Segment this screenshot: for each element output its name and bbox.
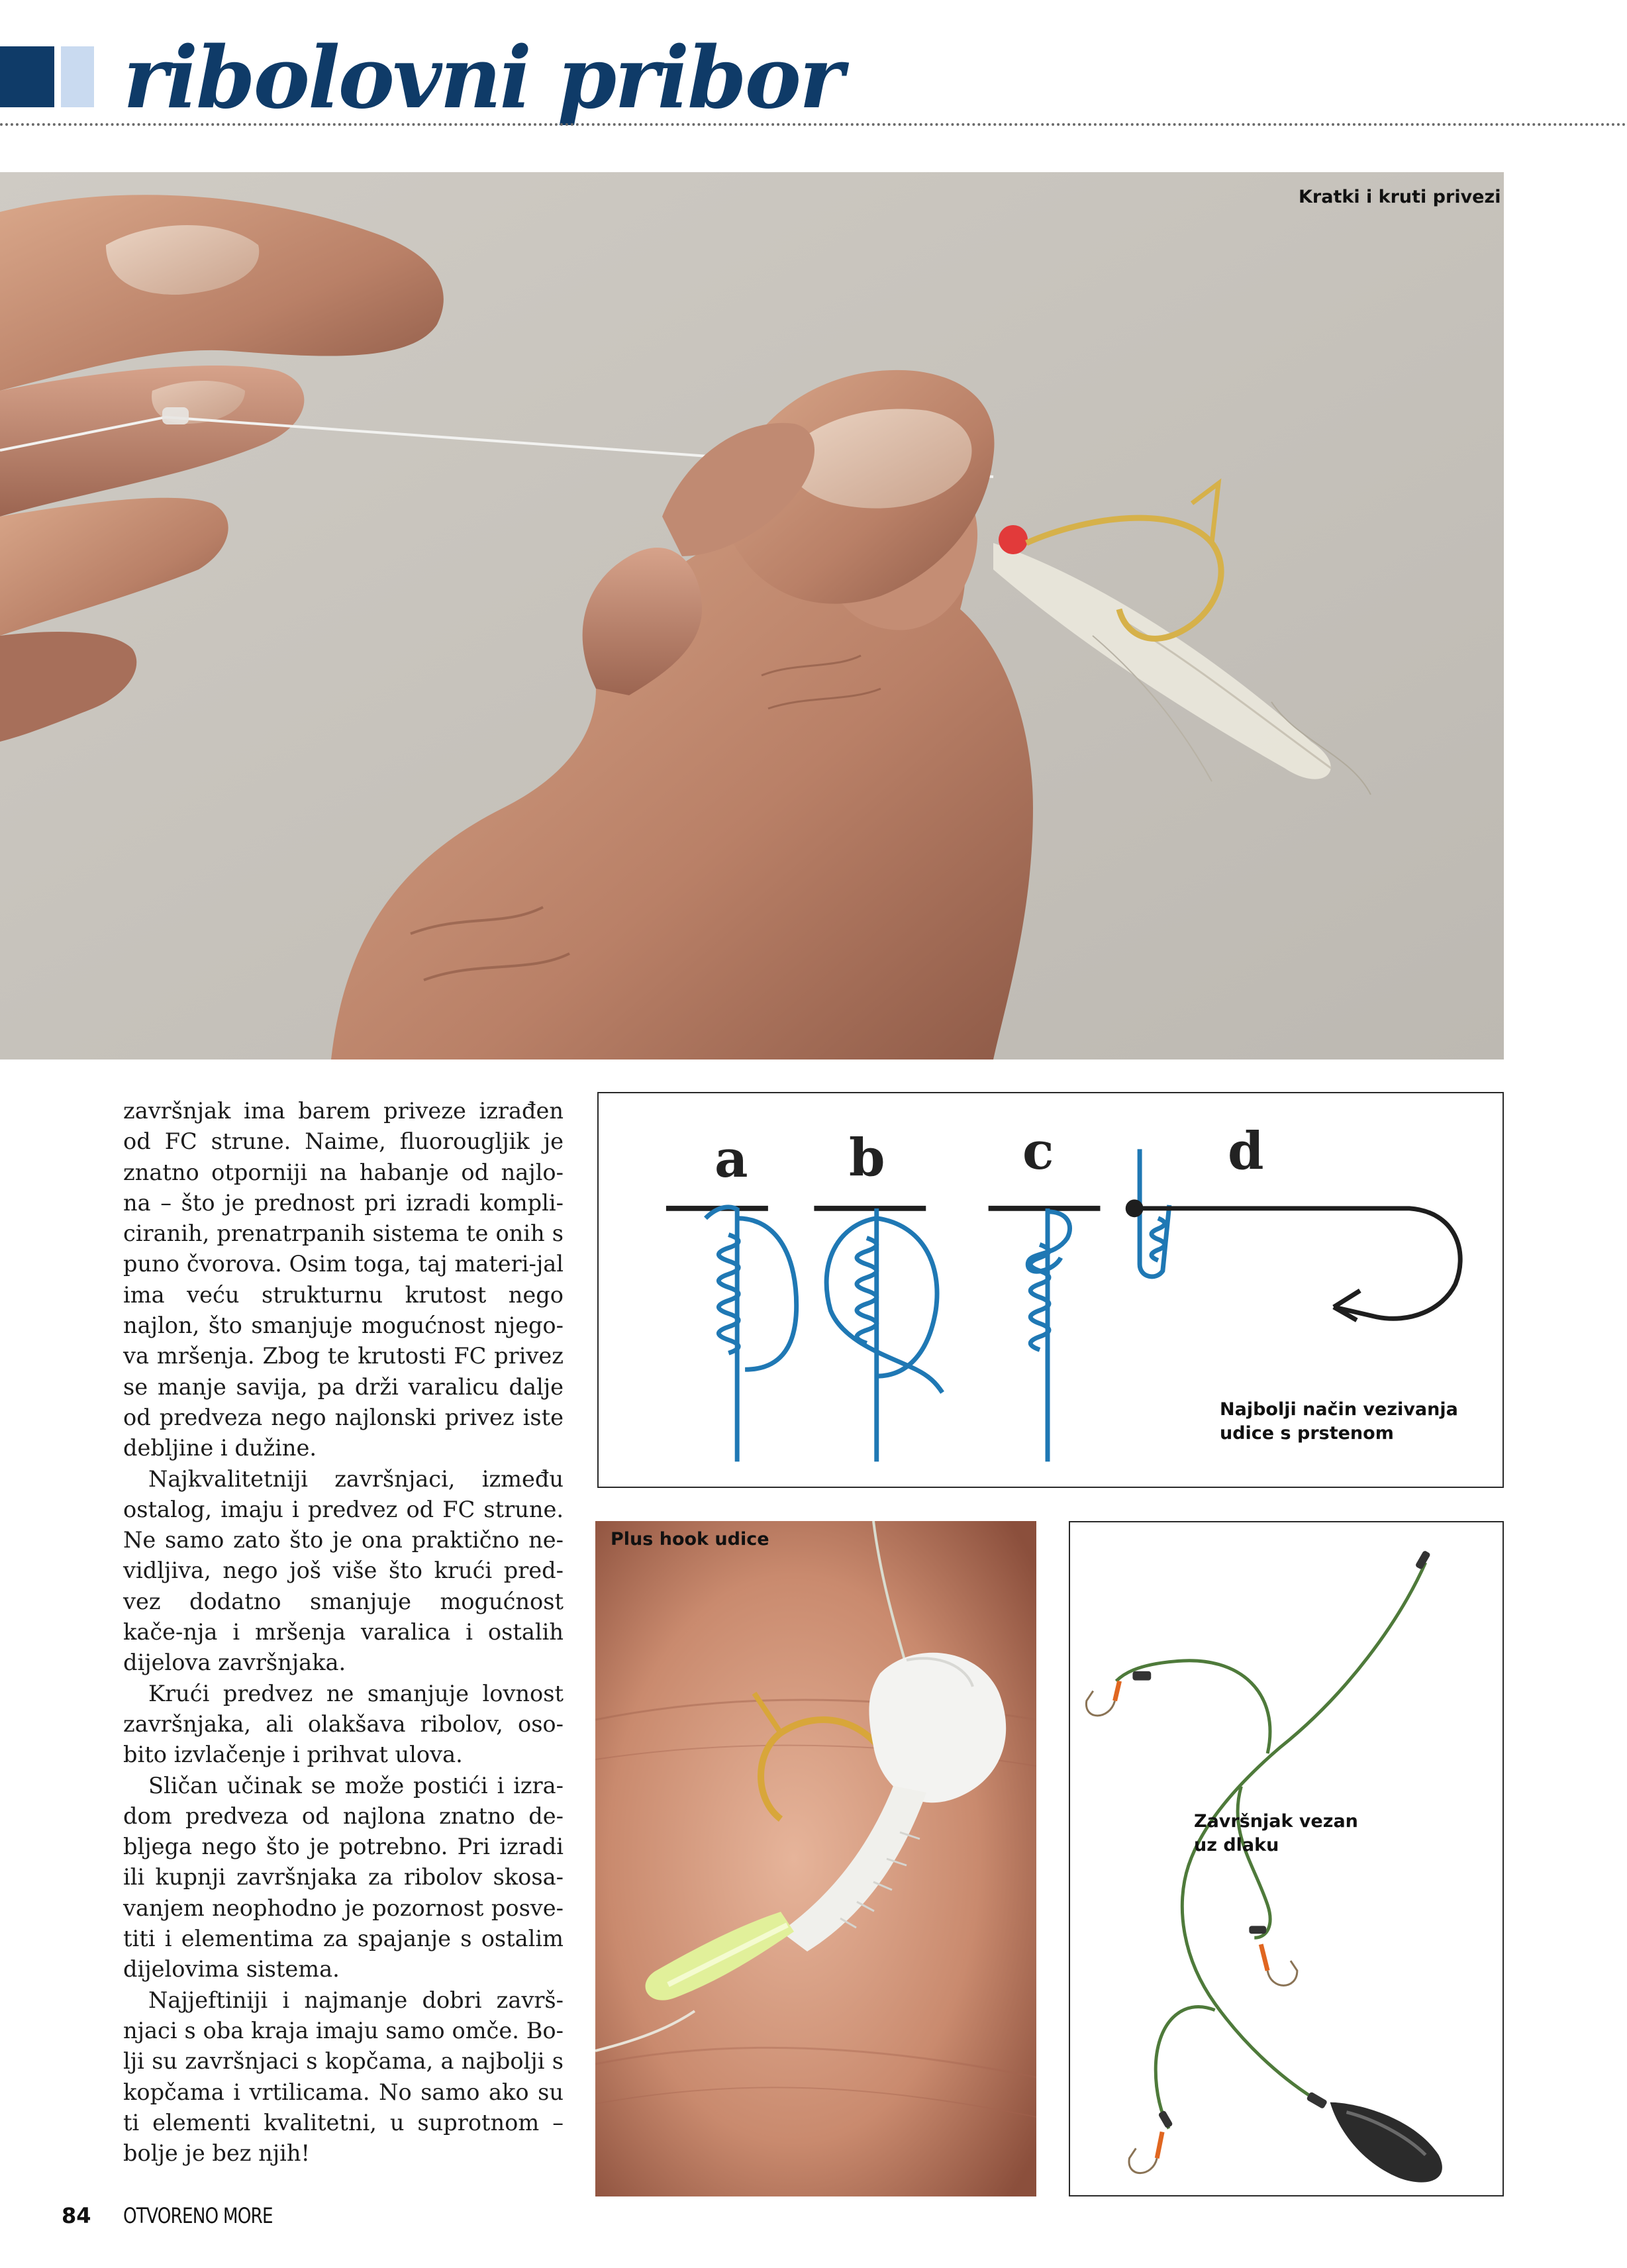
knot-diagram	[597, 1092, 1504, 1488]
knot-a-icon	[706, 1207, 797, 1461]
rig-illustration	[1069, 1521, 1504, 2196]
knot-c-icon	[1028, 1208, 1069, 1461]
knot-label-b: b	[849, 1128, 885, 1188]
magazine-name: OTVORENO MORE	[123, 2203, 273, 2228]
knot-b-icon	[826, 1208, 942, 1461]
diagram-caption-line1: Najbolji način vezivanja	[1220, 1399, 1458, 1420]
paragraph-1: završnjak ima barem priveze izrađen od FC strune. Naime, fluorougljik je znatno otporniji na habanje od najlo-na – što je prednost pri izradi kompli-ciranih, prenatrpanih sistema te onih s puno čvorova. Osim toga, taj materi-jal ima veću strukturnu krutost nego najlon, što smanjuje mogućnost njego-va mršenja. Zbog te krutosti FC privez se manje savija, pa drži varalicu dalje od predveza nego najlonski privez iste debljine i dužine.	[123, 1098, 564, 1461]
page-number: 84	[62, 2203, 91, 2228]
sinker-icon	[1330, 2102, 1442, 2183]
paragraph-2: Najkvalitetniji završnjaci, između ostalog, imaju i predvez od FC strune. Ne samo zato što je ona praktično ne-vidljiva, nego još više što krući pred-vez dodatno smanjuje mogućnost kače-nja i mršenja varalica i ostalih dijelova završnjaka.	[123, 1465, 564, 1676]
knot-label-a: a	[715, 1129, 748, 1189]
knot-label-c: c	[1022, 1121, 1054, 1181]
swivel-icon	[1132, 1550, 1430, 2129]
hand-tying-hook-photo-icon	[0, 172, 1504, 1060]
top-photo	[0, 172, 1504, 1060]
paragraph-5: Najjeftiniji i najmanje dobri završ-njaci s oba kraja imaju samo omče. Bo-lji su završnjaci s kopčama, a najbolji s kopčama i vrtilicama. No samo ako su ti elementi kvalitetni, u suprotnom – bolje je bez njih!	[123, 1987, 564, 2167]
plus-hook-photo-icon	[595, 1521, 1036, 2196]
paragraph-4: Sličan učinak se može postići i izra-dom predveza od najlona znatno de-bljega nego što je potrebno. Pri izradi ili kupnji završnjaka za ribolov skosa-vanjem neophodno je pozornost posve-titi i elementima za spajanje s ostalim dijelovima sistema.	[123, 1772, 564, 1983]
plus-hook-caption: Plus hook udice	[611, 1529, 769, 1550]
header-accent-light	[61, 46, 94, 107]
top-photo-caption: Kratki i kruti privezi	[1299, 187, 1501, 207]
rig-caption-line1: Završnjak vezan	[1194, 1811, 1358, 1832]
hook-icon	[1128, 1202, 1460, 1320]
plus-hook-photo	[595, 1521, 1036, 2196]
header-accent-dark	[0, 46, 54, 107]
section-title: ribolovni pribor	[123, 28, 842, 128]
knot-label-d: d	[1228, 1121, 1264, 1181]
rig-caption-line2: uz dlaku	[1194, 1835, 1279, 1855]
article-body	[123, 1096, 564, 2169]
diagram-caption-line2: udice s prstenom	[1220, 1423, 1394, 1444]
hook-icon	[1115, 1681, 1268, 2159]
paragraph-3: Krući predvez ne smanjuje lovnost završnjaka, ali olakšava ribolov, oso-bito izvlačenje i prihvat ulova.	[123, 1680, 564, 1768]
knot-d-icon	[1140, 1149, 1169, 1276]
header-divider	[0, 123, 1627, 126]
rig-drawing	[1070, 1522, 1503, 2195]
